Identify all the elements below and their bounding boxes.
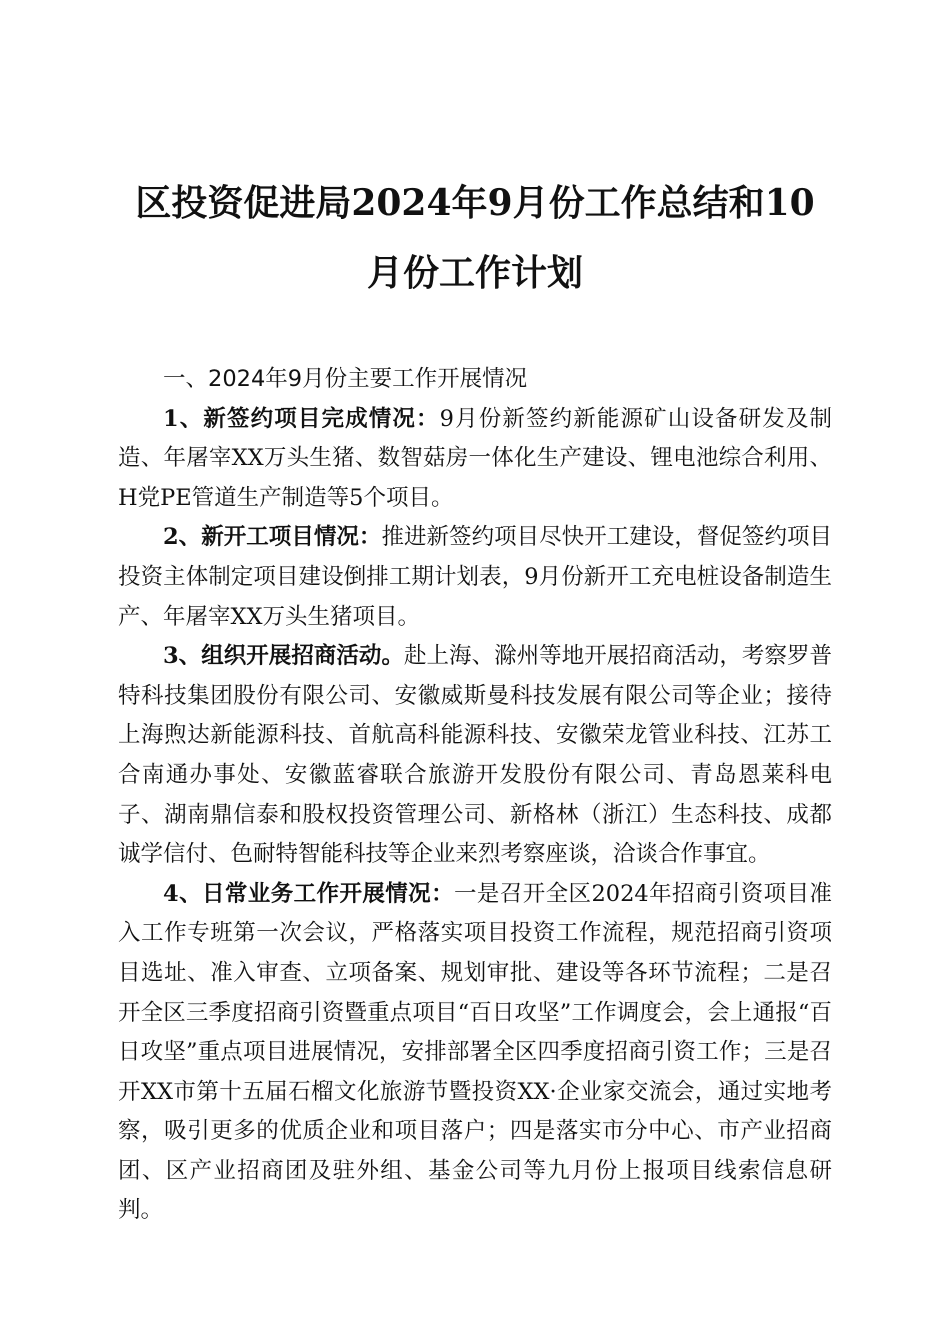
paragraph-lead: 4、日常业务工作开展情况： [163,880,454,907]
paragraph-lead: 2、新开工项目情况： [163,524,382,551]
paragraph-lead: 1、新签约项目完成情况： [163,405,440,432]
paragraph-text: 一是召开全区2024年招商引资项目准入工作专班第一次会议，严格落实项目投资工作流程，规范招商引资项目选址、准入审查、立项备案、规划审批、建设等各环节流程；二是召开全区三季度招商引资暨重点项目“百日攻坚”工作调度会，会上通报“百日攻坚”重点项目进展情况，安排部署全区四季度招商引资工作；三是召开XX市第十五届石榴文化旅游节暨投资XX·企业家交流会，通过实地考察，吸引更多的优质企业和项目落户；四是落实市分中心、市产业招商团、区产业招商团及驻外组、基金公司等九月份上报项目线索信息研判。 [118,880,833,1224]
paragraph-text: 9月份新签约新能源矿山设备研发及制造、年屠宰XX万头生猪、数智菇房一体化生产建设、锂电池综合利用、H党PE管道生产制造等5个项目。 [118,405,832,511]
paragraph-daily-work [118,875,832,1231]
paragraph-new-signed-projects [118,400,832,519]
section-heading: 一、2024年9月份主要工作开展情况 [163,366,528,392]
paragraph-new-started-projects [118,518,832,637]
paragraph-text: 推进新签约项目尽快开工建设，督促签约项目投资主体制定项目建设倒排工期计划表，9月份新开工充电桩设备制造生产、年屠宰XX万头生猪项目。 [118,524,832,630]
paragraph-text: 赴上海、滁州等地开展招商活动，考察罗普特科技集团股份有限公司、安徽威斯曼科技发展有限公司等企业；接待上海煦达新能源科技、首航高科能源科技、安徽荣龙管业科技、江苏工合南通办事处、安徽蓝睿联合旅游开发股份有限公司、青岛恩莱科电子、湖南鼎信泰和股权投资管理公司、新格林（浙江）生态科技、成都诚学信付、色耐特智能科技等企业来烈考察座谈，洽谈合作事宜。 [118,643,832,868]
document-body [118,360,832,1231]
paragraph-lead: 3、组织开展招商活动。 [163,643,404,670]
document-title: 区投资促进局2024年9月份工作总结和10月份工作计划 [135,182,815,294]
paragraph-investment-activities [118,637,832,875]
